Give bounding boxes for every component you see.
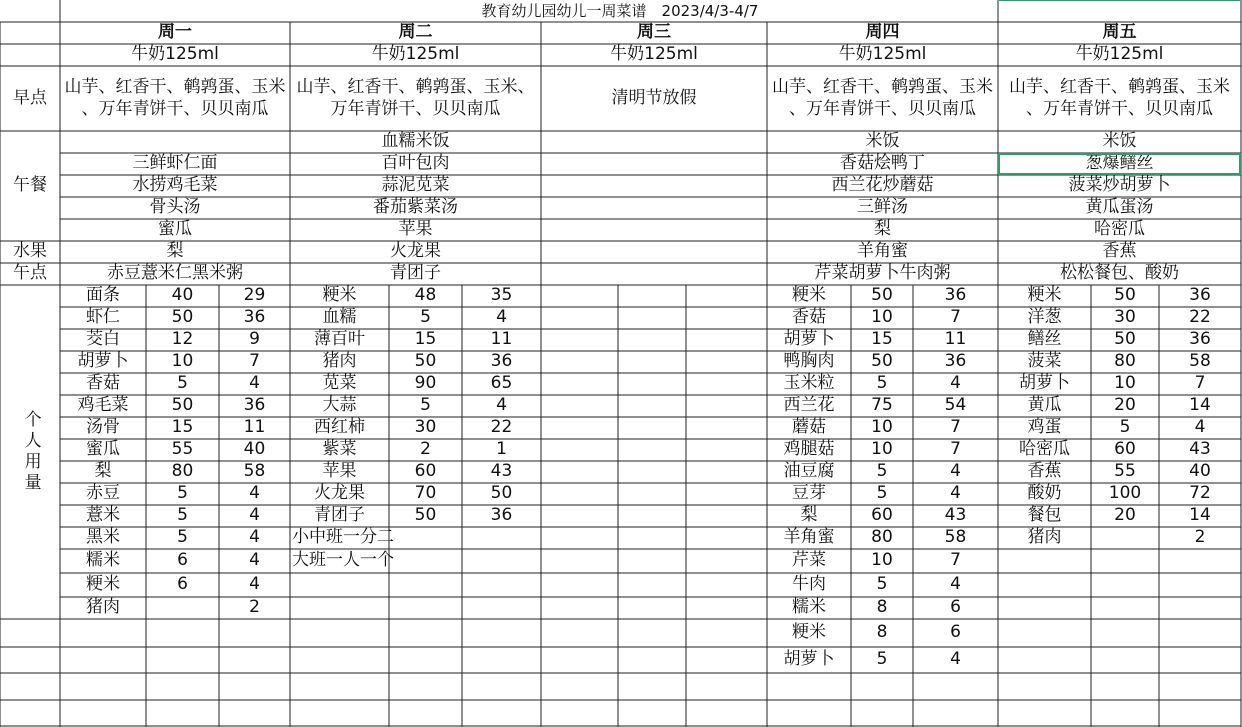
day-header-5[interactable]: 周五 xyxy=(1102,22,1137,43)
usage-ingredient[interactable]: 西兰花 xyxy=(783,395,835,416)
lunch-item[interactable]: 哈密瓜 xyxy=(1094,219,1145,240)
row-label-breakfast[interactable]: 早点 xyxy=(13,87,47,108)
usage-amount-net[interactable]: 14 xyxy=(1189,505,1211,526)
usage-amount-raw[interactable]: 80 xyxy=(1114,351,1136,372)
lunch-item[interactable]: 米饭 xyxy=(865,131,900,152)
lunch-item[interactable]: 百叶包肉 xyxy=(381,153,450,174)
usage-amount-raw[interactable]: 70 xyxy=(414,483,437,504)
usage-amount-raw[interactable]: 50 xyxy=(414,351,437,372)
usage-ingredient[interactable]: 粳米 xyxy=(86,574,120,595)
usage-amount-raw[interactable]: 50 xyxy=(871,351,893,372)
usage-amount-raw[interactable]: 5 xyxy=(876,461,888,482)
usage-ingredient[interactable]: 赤豆 xyxy=(86,483,120,504)
usage-ingredient[interactable]: 香菇 xyxy=(792,307,826,328)
usage-ingredient[interactable]: 梨 xyxy=(800,505,818,526)
usage-amount-raw[interactable]: 10 xyxy=(1114,373,1136,394)
usage-ingredient[interactable]: 青团子 xyxy=(314,505,365,526)
usage-amount-net[interactable]: 11 xyxy=(490,329,513,350)
usage-amount-raw[interactable]: 30 xyxy=(414,417,437,438)
milk-cell[interactable]: 牛奶125ml xyxy=(131,44,219,65)
usage-ingredient[interactable]: 糯米 xyxy=(86,550,120,571)
usage-amount-net[interactable]: 7 xyxy=(950,417,961,438)
usage-amount-raw[interactable]: 5 xyxy=(177,505,188,526)
lunch-item[interactable]: 三鲜虾仁面 xyxy=(132,153,218,174)
usage-ingredient[interactable]: 粳米 xyxy=(792,622,826,643)
usage-amount-net[interactable]: 36 xyxy=(944,285,967,306)
usage-amount-net[interactable]: 6 xyxy=(950,597,961,618)
usage-amount-net[interactable]: 40 xyxy=(243,439,266,460)
snack-cell[interactable]: 芹菜胡萝卜牛肉粥 xyxy=(814,263,951,284)
usage-amount-net[interactable]: 72 xyxy=(1189,483,1211,504)
usage-amount-raw[interactable]: 2 xyxy=(420,439,431,460)
usage-ingredient[interactable]: 胡萝卜 xyxy=(1019,373,1070,394)
usage-amount-net[interactable]: 36 xyxy=(490,351,513,372)
usage-amount-raw[interactable]: 90 xyxy=(414,373,437,394)
breakfast-line: 山芋、红香干、鹌鹑蛋、玉米、 xyxy=(296,77,535,98)
usage-amount-net[interactable]: 7 xyxy=(249,351,260,372)
usage-amount-net[interactable]: 4 xyxy=(950,461,961,482)
usage-amount-net[interactable]: 36 xyxy=(944,351,967,372)
usage-ingredient[interactable]: 薄百叶 xyxy=(314,329,365,350)
usage-amount-raw[interactable]: 50 xyxy=(171,307,194,328)
lunch-item[interactable]: 血糯米饭 xyxy=(381,131,450,152)
lunch-item[interactable]: 蒜泥苋菜 xyxy=(381,175,450,196)
usage-amount-raw[interactable]: 5 xyxy=(177,483,188,504)
usage-amount-raw[interactable]: 10 xyxy=(871,417,893,438)
usage-amount-net[interactable]: 4 xyxy=(496,307,507,328)
breakfast-cell[interactable] xyxy=(290,66,541,131)
usage-ingredient[interactable]: 羊角蜜 xyxy=(783,527,835,548)
usage-amount-raw[interactable]: 30 xyxy=(1114,307,1136,328)
usage-amount-net[interactable]: 22 xyxy=(1189,307,1211,328)
usage-ingredient[interactable]: 火龙果 xyxy=(314,483,365,504)
usage-amount-raw[interactable]: 8 xyxy=(876,622,888,643)
breakfast-line: 万年青饼干、贝贝南瓜 xyxy=(330,98,501,119)
usage-amount-net[interactable]: 4 xyxy=(249,373,260,394)
usage-amount-raw[interactable]: 10 xyxy=(871,307,893,328)
day-header-4[interactable]: 周四 xyxy=(865,22,900,43)
usage-amount-raw[interactable]: 55 xyxy=(1114,461,1136,482)
usage-amount-net[interactable]: 36 xyxy=(490,505,513,526)
usage-ingredient[interactable]: 菠菜 xyxy=(1027,351,1062,372)
usage-amount-raw[interactable]: 60 xyxy=(1114,439,1136,460)
usage-amount-raw[interactable]: 5 xyxy=(420,395,431,416)
sheet-title: 教育幼儿园幼儿一周菜谱 2023/4/3-4/7 xyxy=(481,1,759,20)
note-text[interactable]: 大班一人一个 xyxy=(292,550,394,571)
usage-amount-raw[interactable]: 10 xyxy=(871,550,893,571)
usage-amount-net[interactable]: 4 xyxy=(496,395,507,416)
lunch-item[interactable]: 香菇烩鸭丁 xyxy=(840,153,925,174)
usage-amount-raw[interactable]: 6 xyxy=(177,574,188,595)
usage-amount-raw[interactable]: 5 xyxy=(177,527,188,548)
usage-ingredient[interactable]: 西红柿 xyxy=(314,417,365,438)
usage-ingredient[interactable]: 蘑菇 xyxy=(792,417,826,438)
breakfast-cell[interactable] xyxy=(60,66,290,131)
usage-amount-net[interactable]: 36 xyxy=(243,395,266,416)
snack-cell[interactable]: 松松餐包、酸奶 xyxy=(1060,263,1179,284)
usage-ingredient[interactable]: 香菇 xyxy=(86,373,120,394)
snack-cell[interactable]: 青团子 xyxy=(390,263,441,284)
day-header-2[interactable]: 周二 xyxy=(398,22,433,43)
usage-ingredient[interactable]: 大蒜 xyxy=(322,395,357,416)
usage-ingredient[interactable]: 汤骨 xyxy=(86,417,120,438)
breakfast-line: 、万年青饼干、贝贝南瓜 xyxy=(789,98,976,119)
breakfast-line: 清明节放假 xyxy=(611,87,697,108)
usage-ingredient[interactable]: 猪肉 xyxy=(1027,527,1062,548)
usage-amount-net[interactable]: 4 xyxy=(249,550,260,571)
usage-amount-net[interactable]: 7 xyxy=(950,439,961,460)
usage-amount-raw[interactable]: 15 xyxy=(414,329,437,350)
usage-ingredient[interactable]: 黑米 xyxy=(86,527,120,548)
day-header-3[interactable]: 周三 xyxy=(637,22,671,43)
usage-amount-raw[interactable]: 80 xyxy=(171,461,194,482)
usage-amount-net[interactable]: 7 xyxy=(1194,373,1206,394)
usage-amount-raw[interactable]: 50 xyxy=(1114,329,1136,350)
usage-amount-net[interactable]: 4 xyxy=(249,574,260,595)
usage-amount-net[interactable]: 43 xyxy=(1189,439,1211,460)
usage-amount-raw[interactable]: 60 xyxy=(871,505,893,526)
usage-amount-net[interactable]: 58 xyxy=(243,461,266,482)
usage-amount-raw[interactable]: 5 xyxy=(876,483,888,504)
lunch-item[interactable]: 梨 xyxy=(874,219,891,240)
milk-cell[interactable]: 牛奶125ml xyxy=(371,44,460,65)
lunch-item[interactable]: 葱爆鳝丝 xyxy=(998,153,1241,175)
lunch-item[interactable]: 菠菜炒胡萝卜 xyxy=(1068,175,1171,196)
milk-cell[interactable]: 牛奶125ml xyxy=(838,44,927,65)
usage-amount-net[interactable]: 6 xyxy=(950,622,961,643)
usage-amount-raw[interactable]: 20 xyxy=(1114,395,1136,416)
usage-amount-raw[interactable]: 12 xyxy=(171,329,194,350)
usage-amount-net[interactable]: 4 xyxy=(249,483,260,504)
usage-ingredient[interactable]: 牛肉 xyxy=(792,574,826,595)
usage-amount-net[interactable]: 36 xyxy=(1189,285,1211,306)
day-header-1[interactable]: 周一 xyxy=(158,22,192,43)
usage-amount-raw[interactable]: 10 xyxy=(171,351,194,372)
usage-ingredient[interactable]: 黄瓜 xyxy=(1027,395,1062,416)
breakfast-cell[interactable] xyxy=(998,66,1241,131)
breakfast-line: 、万年青饼干、贝贝南瓜 xyxy=(81,98,269,119)
usage-amount-raw[interactable]: 5 xyxy=(177,373,188,394)
usage-ingredient[interactable]: 鸡毛菜 xyxy=(77,395,129,416)
fruit-cell[interactable]: 羊角蜜 xyxy=(857,241,908,262)
usage-amount-net[interactable]: 14 xyxy=(1189,395,1211,416)
breakfast-cell[interactable] xyxy=(767,66,998,131)
breakfast-line: 山芋、红香干、鹌鹑蛋、玉米 xyxy=(772,77,993,98)
usage-amount-raw[interactable]: 20 xyxy=(1114,505,1136,526)
usage-amount-raw[interactable]: 50 xyxy=(171,395,194,416)
usage-amount-raw[interactable]: 8 xyxy=(876,597,888,618)
lunch-item[interactable]: 蜜瓜 xyxy=(158,219,192,240)
usage-amount-net[interactable]: 2 xyxy=(1194,527,1206,548)
fruit-cell[interactable]: 香蕉 xyxy=(1102,241,1137,262)
usage-amount-net[interactable]: 4 xyxy=(950,373,961,394)
lunch-item[interactable]: 骨头汤 xyxy=(149,197,201,218)
usage-amount-net[interactable]: 35 xyxy=(490,285,513,306)
usage-amount-raw[interactable]: 5 xyxy=(1119,417,1131,438)
usage-ingredient[interactable]: 虾仁 xyxy=(86,307,120,328)
usage-amount-net[interactable]: 4 xyxy=(1194,417,1206,438)
usage-amount-net[interactable]: 9 xyxy=(249,329,260,350)
usage-ingredient[interactable]: 酸奶 xyxy=(1027,483,1062,504)
usage-ingredient[interactable]: 粳米 xyxy=(792,285,826,306)
usage-amount-net[interactable]: 50 xyxy=(490,483,513,504)
usage-amount-net[interactable]: 2 xyxy=(249,597,260,618)
usage-amount-net[interactable]: 65 xyxy=(490,373,513,394)
lunch-item[interactable]: 番茄紫菜汤 xyxy=(373,197,458,218)
usage-ingredient[interactable]: 鸡腿菇 xyxy=(783,439,835,460)
lunch-item[interactable]: 三鲜汤 xyxy=(857,197,908,218)
usage-ingredient[interactable]: 哈密瓜 xyxy=(1019,439,1070,460)
usage-amount-raw[interactable]: 75 xyxy=(871,395,893,416)
usage-ingredient[interactable]: 鸭胸肉 xyxy=(783,351,835,372)
lunch-item[interactable]: 水捞鸡毛菜 xyxy=(132,175,218,196)
breakfast-line: 山芋、红香干、鹌鹑蛋、玉米 xyxy=(64,77,286,98)
note-text[interactable]: 小中班一分二 xyxy=(292,527,394,548)
usage-ingredient[interactable]: 猪肉 xyxy=(86,597,120,618)
row-label-fruit[interactable]: 水果 xyxy=(13,241,47,262)
usage-ingredient[interactable]: 鳝丝 xyxy=(1027,329,1062,350)
usage-amount-raw[interactable]: 40 xyxy=(171,285,194,306)
usage-amount-net[interactable]: 54 xyxy=(944,395,967,416)
lunch-item[interactable]: 黄瓜蛋汤 xyxy=(1085,197,1154,218)
lunch-item[interactable]: 米饭 xyxy=(1102,131,1137,152)
usage-ingredient[interactable]: 薏米 xyxy=(86,505,120,526)
usage-amount-net[interactable]: 4 xyxy=(950,483,961,504)
fruit-cell[interactable]: 梨 xyxy=(166,241,184,262)
usage-ingredient[interactable]: 香蕉 xyxy=(1027,461,1062,482)
usage-amount-raw[interactable]: 50 xyxy=(1114,285,1136,306)
usage-amount-net[interactable]: 11 xyxy=(944,329,967,350)
usage-amount-net[interactable]: 4 xyxy=(249,527,260,548)
milk-cell[interactable]: 牛奶125ml xyxy=(610,44,698,65)
usage-ingredient[interactable]: 胡萝卜 xyxy=(783,329,835,350)
usage-ingredient[interactable]: 苹果 xyxy=(322,461,357,482)
fruit-cell[interactable]: 火龙果 xyxy=(390,241,441,262)
breakfast-line: 、万年青饼干、贝贝南瓜 xyxy=(1026,98,1213,119)
usage-amount-raw[interactable]: 6 xyxy=(177,550,188,571)
usage-amount-net[interactable]: 36 xyxy=(243,307,266,328)
usage-amount-raw[interactable]: 5 xyxy=(876,649,888,670)
usage-ingredient[interactable]: 餐包 xyxy=(1027,505,1062,526)
usage-amount-raw[interactable]: 80 xyxy=(871,527,893,548)
usage-ingredient[interactable]: 胡萝卜 xyxy=(783,649,835,670)
usage-amount-net[interactable]: 7 xyxy=(950,307,961,328)
usage-ingredient[interactable]: 茭白 xyxy=(86,329,120,350)
usage-ingredient[interactable]: 面条 xyxy=(86,285,120,306)
usage-amount-net[interactable]: 43 xyxy=(490,461,513,482)
usage-amount-net[interactable]: 58 xyxy=(1189,351,1211,372)
usage-ingredient[interactable]: 猪肉 xyxy=(322,351,357,372)
usage-amount-net[interactable]: 29 xyxy=(243,285,266,306)
breakfast-cell[interactable] xyxy=(541,66,767,131)
usage-amount-net[interactable]: 40 xyxy=(1189,461,1211,482)
row-label-lunch[interactable]: 午餐 xyxy=(13,175,47,196)
usage-amount-raw[interactable]: 48 xyxy=(414,285,437,306)
lunch-item[interactable]: 西兰花炒蘑菇 xyxy=(831,175,934,196)
usage-amount-net[interactable]: 58 xyxy=(944,527,967,548)
usage-amount-raw[interactable]: 15 xyxy=(171,417,194,438)
usage-amount-net[interactable]: 36 xyxy=(1189,329,1211,350)
usage-ingredient[interactable]: 鸡蛋 xyxy=(1027,417,1062,438)
usage-ingredient[interactable]: 豆芽 xyxy=(792,483,826,504)
usage-amount-net[interactable]: 43 xyxy=(944,505,967,526)
usage-amount-raw[interactable]: 60 xyxy=(414,461,437,482)
usage-ingredient[interactable]: 油豆腐 xyxy=(783,461,835,482)
usage-amount-raw[interactable]: 5 xyxy=(876,574,888,595)
usage-amount-raw[interactable]: 5 xyxy=(876,373,888,394)
row-label-usage[interactable]: 个人用量 xyxy=(20,410,41,494)
usage-ingredient[interactable]: 粳米 xyxy=(322,285,357,306)
usage-ingredient[interactable]: 血糯 xyxy=(322,307,357,328)
usage-amount-raw[interactable]: 10 xyxy=(871,439,893,460)
usage-amount-net[interactable]: 4 xyxy=(950,574,961,595)
usage-amount-net[interactable]: 11 xyxy=(243,417,266,438)
usage-amount-raw[interactable]: 55 xyxy=(171,439,194,460)
usage-amount-raw[interactable]: 50 xyxy=(414,505,437,526)
usage-ingredient[interactable]: 蜜瓜 xyxy=(86,439,120,460)
snack-cell[interactable]: 赤豆薏米仁黑米粥 xyxy=(107,263,243,284)
usage-ingredient[interactable]: 洋葱 xyxy=(1027,307,1062,328)
usage-ingredient[interactable]: 粳米 xyxy=(1027,285,1062,306)
usage-amount-net[interactable]: 4 xyxy=(950,649,961,670)
usage-ingredient[interactable]: 胡萝卜 xyxy=(77,351,129,372)
usage-amount-net[interactable]: 4 xyxy=(249,505,260,526)
breakfast-line: 山芋、红香干、鹌鹑蛋、玉米 xyxy=(1009,77,1230,98)
usage-amount-net[interactable]: 1 xyxy=(496,439,507,460)
usage-amount-raw[interactable]: 100 xyxy=(1108,483,1142,504)
row-label-snack[interactable]: 午点 xyxy=(13,263,47,284)
usage-amount-raw[interactable]: 50 xyxy=(871,285,893,306)
usage-ingredient[interactable]: 糯米 xyxy=(792,597,826,618)
usage-ingredient[interactable]: 芹菜 xyxy=(792,550,826,571)
usage-ingredient[interactable]: 玉米粒 xyxy=(783,373,835,394)
usage-amount-net[interactable]: 22 xyxy=(490,417,513,438)
milk-cell[interactable]: 牛奶125ml xyxy=(1075,44,1164,65)
usage-amount-raw[interactable]: 15 xyxy=(871,329,893,350)
usage-ingredient[interactable]: 紫菜 xyxy=(322,439,357,460)
usage-ingredient[interactable]: 苋菜 xyxy=(322,373,357,394)
usage-amount-raw[interactable]: 5 xyxy=(420,307,431,328)
usage-ingredient[interactable]: 梨 xyxy=(94,461,112,482)
usage-amount-net[interactable]: 7 xyxy=(950,550,961,571)
lunch-item[interactable]: 苹果 xyxy=(398,219,433,240)
